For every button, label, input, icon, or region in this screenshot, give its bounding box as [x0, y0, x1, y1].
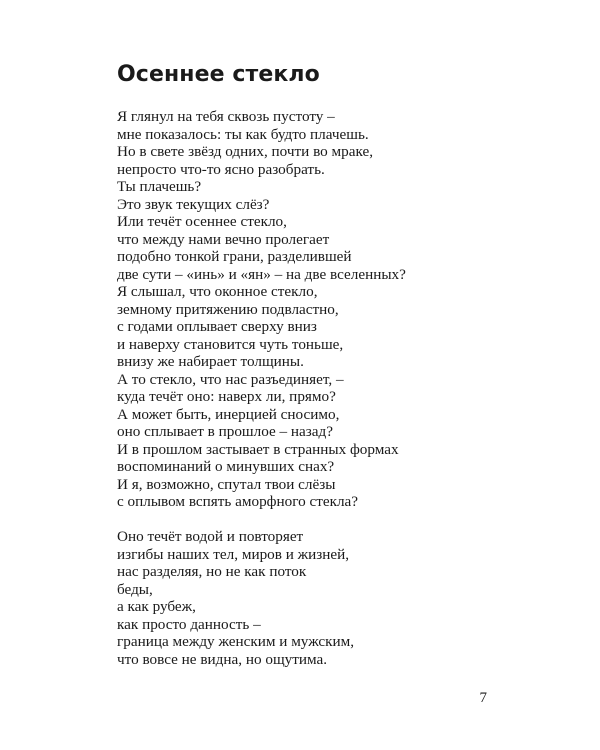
poem-line: Но в свете звёзд одних, почти во мраке,	[117, 143, 374, 160]
poem-line: подобно тонкой грани, разделившей	[117, 248, 352, 265]
poem-body	[117, 108, 557, 668]
poem-line: и наверху становится чуть тоньше,	[117, 335, 344, 353]
poem-line: что вовсе не видна, но ощутима.	[117, 650, 328, 668]
poem-line: А то стекло, что нас разъединяет, –	[117, 370, 344, 388]
poem-line: куда течёт оно: наверх ли, прямо?	[117, 388, 336, 405]
poem-line: внизу же набирает толщины.	[117, 353, 304, 370]
poem-line: И я, возможно, спутал твои слёзы	[117, 475, 336, 493]
poem-line: непросто что-то ясно разобрать.	[117, 160, 325, 178]
poem-line: а как рубеж,	[117, 598, 196, 615]
poem-line: беды,	[117, 580, 153, 598]
poem-line: Или течёт осеннее стекло,	[117, 213, 287, 230]
poem-line: что между нами вечно пролегает	[117, 230, 330, 248]
poem-line: изгибы наших тел, миров и жизней,	[117, 545, 350, 563]
poem-line: две сути – «инь» и «ян» – на две вселенных?	[117, 265, 406, 283]
poem-line: как просто данность –	[117, 615, 261, 633]
poem-title: Осеннее стекло	[117, 62, 320, 87]
poem-stanza	[117, 528, 557, 668]
poem-line: Это звук текущих слёз?	[117, 195, 270, 213]
poem-line: Я слышал, что оконное стекло,	[117, 283, 318, 300]
poem-line: Оно течёт водой и повторяет	[117, 528, 304, 545]
poem-line: с оплывом вспять аморфного стекла?	[117, 493, 359, 510]
poem-stanza	[117, 108, 557, 511]
poem-line: А может быть, инерцией сносимо,	[117, 405, 340, 423]
poem-line: воспоминаний о минувших снах?	[117, 458, 335, 475]
poem-line: нас разделяя, но не как поток	[117, 563, 307, 580]
poem-line: земному притяжению подвластно,	[117, 300, 339, 318]
page-number: 7	[479, 690, 487, 706]
poem-line: Я глянул на тебя сквозь пустоту –	[117, 108, 335, 125]
poem-line: И в прошлом застывает в странных формах	[117, 440, 399, 458]
poem-line: с годами оплывает сверху вниз	[117, 318, 317, 335]
poem-line: Ты плачешь?	[117, 178, 202, 195]
poem-line: граница между женским и мужским,	[117, 633, 355, 650]
poem-line: мне показалось: ты как будто плачешь.	[117, 125, 369, 143]
poem-line: оно сплывает в прошлое – назад?	[117, 423, 333, 440]
